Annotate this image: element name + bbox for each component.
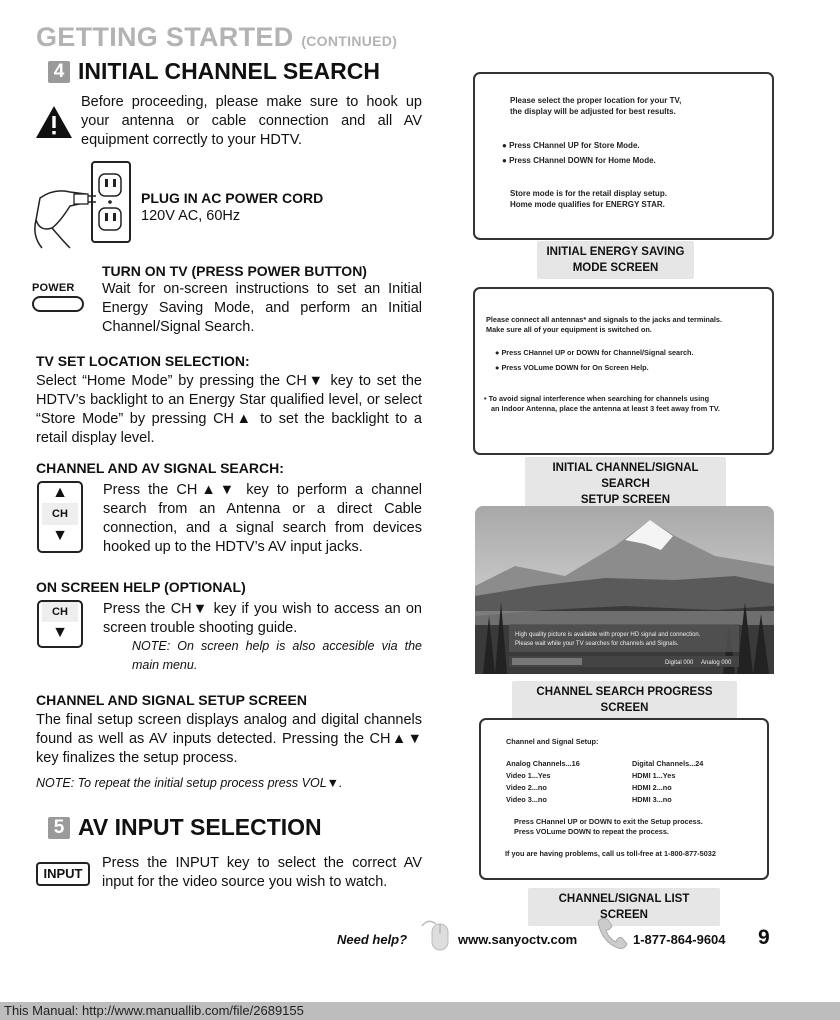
- section-number: 4: [48, 61, 70, 83]
- channel-caption: INITIAL CHANNEL/SIGNAL SEARCH SETUP SCREEN: [525, 457, 726, 511]
- list-line2: Press VOLume DOWN to repeat the process.: [514, 827, 669, 836]
- list-line3: If you are having problems, call us toll-free at 1-800-877-5032: [505, 849, 716, 858]
- power-text: Wait for on-screen instructions to set an Initial Energy Saving Mode, and perform an Initial Channel/Signal Search.: [102, 281, 422, 335]
- page-number: 9: [758, 926, 770, 949]
- search-text: Press the CH▲▼ key to perform a channel search from an Antenna or a direct Cable connection, and a signal search from devices hooked up to the HDTV’s AV input jacks.: [103, 482, 422, 555]
- header-title: GETTING STARTED: [36, 22, 294, 52]
- progress-digital: Digital 000: [665, 660, 694, 666]
- power-key-graphic: [32, 282, 86, 312]
- location-text: Select “Home Mode” by pressing the CH▼ key to set the HDTV’s backlight to an Energy Star qualified level, or select “Store Mode” by pressing CH▲ to set the backlight to a retail display level.: [36, 373, 422, 446]
- progress-line2: Please wait while your TV searches for channels and Signals.: [515, 641, 679, 647]
- list-caption: CHANNEL/SIGNAL LIST SCREEN: [528, 888, 720, 926]
- energy-saving-screen: [473, 72, 774, 240]
- setup-text: The final setup screen displays analog and digital channels found as well as AV inputs detected. Pressing the CH▲▼ key finalizes the setup process.: [36, 712, 422, 766]
- header-suffix: (CONTINUED): [301, 33, 398, 49]
- need-help-text: Need help?: [337, 932, 408, 947]
- energy-caption: INITIAL ENERGY SAVING MODE SCREEN: [537, 241, 694, 279]
- phone-icon: [592, 914, 630, 952]
- channel-bullet1: ● Press CHannel UP or DOWN for Channel/Signal search.: [495, 348, 694, 357]
- help-text: Press the CH▼ key if you wish to access an on screen trouble shooting guide.: [103, 601, 422, 636]
- up-triangle-icon: ▲: [52, 484, 68, 501]
- progress-bar: [512, 658, 582, 665]
- page-header: [36, 22, 397, 53]
- mouse-icon: [414, 916, 454, 952]
- input-text: Press the INPUT key to select the correct AV input for the video source you wish to watch.: [102, 855, 422, 890]
- progress-analog: Analog 000: [701, 660, 732, 666]
- channel-search-progress-screen: [475, 506, 774, 674]
- channel-bullet2: ● Press VOLume DOWN for On Screen Help.: [495, 363, 649, 372]
- plug-title: PLUG IN AC POWER CORD: [141, 190, 324, 206]
- help-note: NOTE: On screen help is also accesible via the main menu.: [132, 639, 422, 672]
- input-key: [36, 862, 90, 886]
- power-plug-icon: [30, 158, 134, 250]
- section-number-5: 5: [48, 817, 70, 839]
- channel-line4: an Indoor Antenna, place the antenna at least 3 feet away from TV.: [491, 404, 720, 413]
- section-5-title: [48, 814, 322, 841]
- ch-down-key: [37, 600, 83, 648]
- ch-updown-key: [37, 481, 83, 553]
- section-5-title-text: AV INPUT SELECTION: [78, 814, 322, 840]
- channel-setup-screen: [473, 287, 774, 455]
- channel-signal-list-screen: [479, 718, 769, 880]
- ch-key-label: CH: [42, 503, 78, 525]
- repeat-note: NOTE: To repeat the initial setup process press VOL▼.: [36, 776, 343, 790]
- setup-title: CHANNEL AND SIGNAL SETUP SCREEN: [36, 692, 307, 708]
- power-key-label: POWER: [32, 282, 75, 294]
- list-heading: Channel and Signal Setup:: [506, 737, 599, 746]
- location-title: TV SET LOCATION SELECTION:: [36, 353, 250, 369]
- manual-source-bar[interactable]: This Manual: http://www.manuallib.com/file/2689155: [0, 1002, 840, 1020]
- down-triangle-icon: ▼: [52, 527, 68, 544]
- power-button-icon: [32, 296, 84, 312]
- down-triangle-icon-2: ▼: [52, 624, 68, 641]
- progress-caption: CHANNEL SEARCH PROGRESS SCREEN: [512, 681, 737, 719]
- energy-line3: Store mode is for the retail display setup.: [510, 189, 667, 198]
- list-line1: Press CHannel UP or DOWN to exit the Setup process.: [514, 817, 703, 826]
- channel-line2: Make sure all of your equipment is switched on.: [486, 325, 652, 334]
- website-link[interactable]: www.sanyoctv.com: [458, 932, 578, 947]
- plug-spec: 120V AC, 60Hz: [141, 208, 241, 224]
- help-title: ON SCREEN HELP (OPTIONAL): [36, 579, 246, 595]
- warning-icon: [34, 104, 74, 140]
- phone-number: 1-877-864-9604: [633, 932, 726, 947]
- energy-line4: Home mode qualifies for ENERGY STAR.: [510, 200, 665, 209]
- input-key-label: INPUT: [43, 866, 83, 881]
- section-title-text: INITIAL CHANNEL SEARCH: [78, 58, 380, 84]
- section-4-title: [48, 58, 380, 85]
- channel-line1: Please connect all antennas* and signals to the jacks and terminals.: [486, 315, 723, 324]
- ch-key-label-2: CH: [42, 602, 78, 622]
- energy-bullet2: ● Press CHannel DOWN for Home Mode.: [502, 156, 656, 165]
- search-title: CHANNEL AND AV SIGNAL SEARCH:: [36, 460, 284, 476]
- list-right-column: Digital Channels...24 HDMI 1...Yes HDMI 2...no HDMI 3...no: [632, 759, 704, 804]
- progress-line1: High quality picture is available with proper HD signal and connection.: [515, 632, 701, 638]
- warning-text: Before proceeding, please make sure to hook up your antenna or cable connection and all AV equipment correctly to your HDTV.: [81, 94, 422, 148]
- energy-line2: the display will be adjusted for best results.: [510, 107, 676, 116]
- list-left-column: Analog Channels...16 Video 1...Yes Video 2...no Video 3...no: [506, 759, 580, 804]
- power-title: TURN ON TV (PRESS POWER BUTTON): [102, 263, 367, 279]
- energy-bullet1: ● Press CHannel UP for Store Mode.: [502, 141, 640, 150]
- energy-line1: Please select the proper location for your TV,: [510, 96, 682, 105]
- channel-line3: • To avoid signal interference when searching for channels using: [484, 394, 710, 403]
